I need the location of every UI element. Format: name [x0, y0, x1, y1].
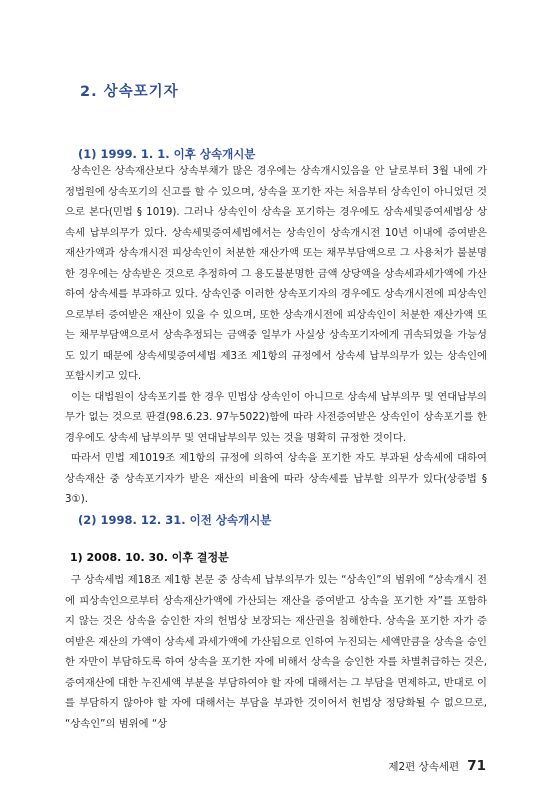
subsection-title-1999: (1) 1999. 1. 1. 이후 상속개시분 [78, 147, 256, 161]
subsection-title-1998: (2) 1998. 12. 31. 이전 상속개시분 [78, 513, 272, 527]
paragraph: 따라서 민법 제1019조 제1항의 규정에 의하여 상속을 포기한 자도 부과된 상속세에 대하여 상속재산 중 상속포기자가 받은 재산의 비율에 따라 상속세를 납부할 의무가 있다(상증법 § 3①). [65, 452, 487, 505]
paragraph: 구 상속세법 제18조 제1항 본문 중 상속세 납부의무가 있는 “상속인”의 범위에 “상속개시 전에 피상속인으로부터 상속재산가액에 가산되는 재산을 증여받고 상속을 포기한 자”를 포함하지 않는 것은 상속을 승인한 자의 헌법상 보장되는 재산권을 침해한다. 상속을 포기한 자가 증여받은 재산의 가액이 상속세 과세가액에 가산됨으로 인하여 누진되는 세액만큼을 상속을 승인한 자만이 부담하도록 하여 상속을 포기한 자에 비해서 상속을 승인한 자를 차별취급하는 것은, 증여재산에 대한 누진세액 부분을 부담하여야 할 자에 대해서는 그 부담을 면제하고, 반대로 이를 부담하지 않아야 할 자에 대해서는 부담을 부과한 것이어서 헌법상 정당화될 수 없으므로, “상속인”의 범위에 “상 [65, 574, 487, 730]
subsection-1998-body [65, 570, 487, 734]
page-number: 71 [467, 758, 486, 774]
section-title: 2. 상속포기자 [80, 84, 179, 100]
page-footer [388, 758, 486, 774]
paragraph: 상속인은 상속재산보다 상속부채가 많은 경우에는 상속개시있음을 안 날로부터 3월 내에 가정법원에 상속포기의 신고를 할 수 있으며, 상속을 포기한 자는 처음부터 상속인이 아니었던 것으로 본다(민법 § 1019). 그러나 상속인이 상속을 포기하는 경우에도 상속세및증여세법상 상속세 납부의무가 있다. 상속세및증여세법에서는 상속인이 상속개시전 10년 이내에 증여받은 재산가액과 상속개시전 피상속인이 처분한 재산가액 또는 채무부담액으로 그 사용처가 불분명한 경우에는 상속받은 것으로 추정하여 그 용도불분명한 금액 상당액을 상속세과세가액에 가산하여 상속세를 부과하고 있다. 상속인중 이러한 상속포기자의 경우에도 상속개시전에 피상속인으로부터 증여받은 재산이 있을 수 있으며, 또한 상속개시전에 피상속인이 처분한 재산가액 또는 채무부담액으로서 상속추정되는 금액중 일부가 사실상 상속포기자에게 귀속되었을 가능성도 있기 때문에 상속세및증여세법 제3조 제1항의 규정에서 상속세 납부의무가 있는 상속인에 포함시키고 있다. [65, 165, 487, 382]
paragraph: 이는 대법원이 상속포기를 한 경우 민법상 상속인이 아니므로 상속세 납부의무 및 연대납부의무가 없는 것으로 판결(98.6.23. 97누5022)함에 따라 사전증여받은 상속인이 상속포기를 한 경우에도 상속세 납부의무 및 연대납부의무 있는 것을 명확히 규정한 것이다. [65, 390, 487, 444]
subsection-1999-body [65, 161, 487, 510]
item-title-2008: 1) 2008. 10. 30. 이후 결정분 [70, 551, 229, 564]
footer-part-label: 제2편 상속세편 [388, 761, 460, 773]
